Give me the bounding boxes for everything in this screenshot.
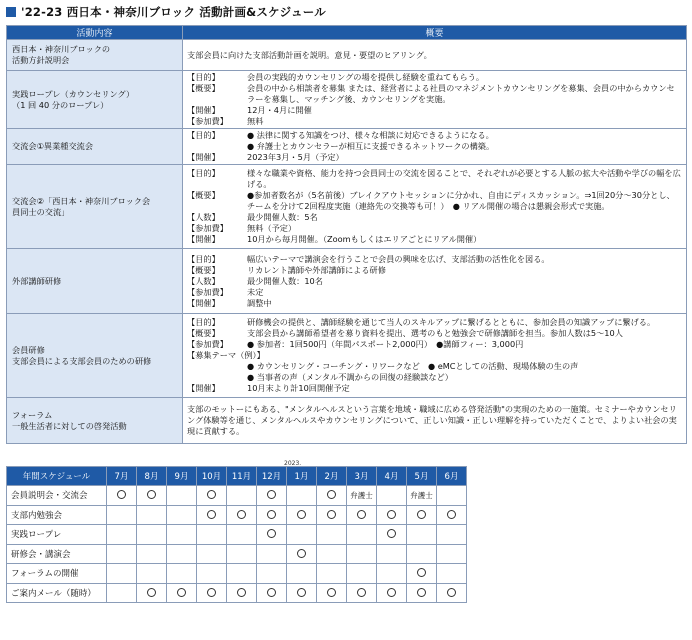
schedule-cell: [197, 505, 227, 525]
overview-key: 【概要】: [187, 328, 220, 338]
scheduled-circle-icon: [297, 549, 306, 558]
schedule-cell: [227, 544, 257, 564]
schedule-cell: [437, 505, 467, 525]
schedule-cell: [197, 486, 227, 506]
title-marker-icon: [6, 7, 16, 17]
schedule-row: [7, 486, 467, 506]
schedule-cell: [167, 564, 197, 584]
overview-value-line: ● 法律に関する知識をつけ、様々な相談に対応できるようになる。: [247, 130, 494, 140]
activity-label: 西日本・神奈川ブロックの: [12, 44, 111, 54]
schedule-cell-note: 弁護士: [350, 490, 373, 500]
activity-label: フォーラム: [12, 409, 53, 420]
schedule-cell: [377, 583, 407, 603]
plan-row: [7, 71, 687, 129]
activity-plan-table: [6, 25, 687, 444]
overview-value-line: 研修機会の提供と、講師経験を通じて当人のスキルアップに繋げるとともに、参加会員の知識アップに繋げる。: [247, 317, 656, 327]
year-label: 2023.: [284, 460, 302, 467]
overview-value: [247, 298, 682, 309]
overview-value-line: リカレント講師や外部講師による研修: [247, 264, 386, 275]
schedule-row-label: 実践ロープレ: [7, 525, 107, 545]
schedule-cell-note: 弁護士: [410, 490, 433, 500]
schedule-row: [7, 544, 467, 564]
month-header: 1月: [287, 467, 317, 486]
scheduled-circle-icon: [447, 510, 456, 519]
overview-value-line: 幅広いテーマで講演会を行うことで会員の興味を広げ、支部活動の活性化を図る。: [247, 253, 550, 264]
overview-value-line: 調整中: [247, 297, 272, 308]
schedule-cell: [107, 505, 137, 525]
scheduled-circle-icon: [387, 588, 396, 597]
overview-key: 【開催】: [187, 234, 220, 244]
page-title: '22-23 西日本・神奈川ブロック 活動計画&スケジュール: [21, 5, 326, 19]
schedule-cell: [227, 583, 257, 603]
month-header: 7月: [107, 467, 137, 486]
overview-value: [265, 350, 682, 361]
overview-value-line: 未定: [247, 286, 264, 297]
activity-label: 外部講師研修: [12, 275, 62, 286]
schedule-cell: [167, 486, 197, 506]
schedule-cell: [227, 525, 257, 545]
schedule-cell: [317, 583, 347, 603]
scheduled-circle-icon: [387, 510, 396, 519]
schedule-cell: [437, 486, 467, 506]
overview-key: 【目的】: [187, 130, 220, 140]
overview-value-line: 10月から毎月開催。（Zoomもしくはエリアごとにリアル開催）: [247, 234, 482, 244]
overview-text: 支部会員に向けた支部活動計画を説明。意見・要望のヒアリング。: [187, 49, 432, 60]
activity-label: 一般生活者に対しての啓発活動: [12, 420, 127, 431]
schedule-cell: [107, 544, 137, 564]
overview-value: [247, 83, 682, 105]
overview-item: [187, 152, 682, 163]
overview-item: [187, 287, 682, 298]
overview-value-line: 無料（予定）: [247, 223, 297, 233]
schedule-cell: [347, 505, 377, 525]
plan-row: [7, 398, 687, 444]
scheduled-circle-icon: [387, 529, 396, 538]
schedule-cell: [407, 564, 437, 584]
overview-item: [187, 361, 682, 383]
month-header: 3月: [347, 467, 377, 486]
activity-cell: [7, 165, 183, 249]
schedule-row-label: フォーラムの開催: [7, 564, 107, 584]
overview-item: [187, 83, 682, 105]
schedule-cell: [227, 505, 257, 525]
overview-value-line: 支部会員から講師希望者を募り資料を提出、選考のもと勉強会で研修講師を担当。参加人数は5～10人: [247, 328, 623, 338]
schedule-cell: [137, 544, 167, 564]
schedule-cell: [197, 564, 227, 584]
schedule-row-label: 会員説明会・交流会: [7, 486, 107, 506]
overview-value: [247, 190, 682, 212]
overview-value: [247, 168, 682, 190]
schedule-cell: [347, 525, 377, 545]
scheduled-circle-icon: [417, 588, 426, 597]
overview-key: 【目的】: [187, 317, 220, 327]
activity-cell: [7, 129, 183, 165]
overview-item: [187, 116, 682, 127]
schedule-cell: [167, 544, 197, 564]
schedule-row: [7, 564, 467, 584]
overview-cell: [183, 398, 687, 444]
plan-row: [7, 165, 687, 249]
overview-key: 【参加費】: [187, 116, 228, 126]
overview-key: 【概要】: [187, 264, 220, 275]
overview-cell: [183, 249, 687, 314]
schedule-cell: [347, 544, 377, 564]
overview-value-line: 最少開催人数：5名: [247, 212, 318, 222]
schedule-cell: [167, 583, 197, 603]
scheduled-circle-icon: [447, 588, 456, 597]
overview-item: [187, 339, 682, 350]
overview-value: [247, 328, 682, 339]
schedule-row: [7, 505, 467, 525]
schedule-cell: [377, 525, 407, 545]
activity-label: 交流会②「西日本・神奈川ブロック会: [12, 195, 151, 206]
schedule-cell: [407, 525, 437, 545]
scheduled-circle-icon: [237, 588, 246, 597]
schedule-cell: [407, 583, 437, 603]
month-header: 5月: [407, 467, 437, 486]
activity-cell: [7, 40, 183, 71]
schedule-cell: [137, 486, 167, 506]
overview-value-line: 会員の実践的カウンセリングの場を提供し経験を重ねてもらう。: [247, 72, 485, 82]
scheduled-circle-icon: [207, 510, 216, 519]
schedule-cell: [287, 564, 317, 584]
overview-text: 支部のモットーにもある、"メンタルヘルスという言葉を地域・職域に広める啓発活動"の実現のための一施策。セミナーやカウンセリング体験等を通じ、メンタルヘルスやカウンセリングについて、正しい知識・正しい理解を持っていただくことで、よりよい社会の実現に貢献する。: [187, 404, 677, 436]
scheduled-circle-icon: [297, 588, 306, 597]
schedule-cell: [257, 564, 287, 584]
activity-cell: [7, 249, 183, 314]
scheduled-circle-icon: [327, 490, 336, 499]
schedule-cell: [137, 525, 167, 545]
overview-key: 【概要】: [187, 190, 220, 200]
activity-label: 支部会員による支部会員のための研修: [12, 355, 152, 366]
month-header: 9月: [167, 467, 197, 486]
overview-value-line: ● 参加者：1回500円（年間パスポート2,000円） ●講師フィー：3,000円: [247, 339, 524, 349]
activity-label: 交流会①異業種交流会: [12, 141, 94, 151]
overview-value: [247, 130, 682, 152]
month-header: 12月: [257, 467, 287, 486]
overview-value: [247, 223, 682, 234]
schedule-cell: [377, 505, 407, 525]
schedule-cell: [377, 544, 407, 564]
overview-item: [187, 328, 682, 339]
overview-value: [247, 383, 682, 394]
schedule-cell: [197, 525, 227, 545]
scheduled-circle-icon: [117, 490, 126, 499]
activity-label: （1 回 40 分のロープレ）: [12, 99, 109, 110]
overview-item: [187, 72, 682, 83]
activity-label: 実践ロープレ（カウンセリング）: [12, 88, 135, 99]
overview-cell: [183, 165, 687, 249]
overview-value: [247, 212, 682, 223]
overview-value: [247, 105, 682, 116]
schedule-cell: [167, 525, 197, 545]
scheduled-circle-icon: [267, 588, 276, 597]
schedule-cell: [317, 525, 347, 545]
overview-key: 【開催】: [187, 105, 220, 115]
schedule-cell: [317, 544, 347, 564]
schedule-cell: [407, 505, 437, 525]
schedule-cell: [107, 583, 137, 603]
schedule-cell: [377, 564, 407, 584]
schedule-row-label: ご案内メール（随時）: [7, 583, 107, 603]
scheduled-circle-icon: [417, 568, 426, 577]
overview-value: [247, 234, 682, 245]
schedule-cell: [107, 486, 137, 506]
title-bar: [6, 4, 326, 20]
schedule-row: [7, 583, 467, 603]
overview-item: [187, 383, 682, 394]
schedule-cell: [287, 505, 317, 525]
overview-value-line: 10月末より計10回開催予定: [247, 383, 350, 393]
overview-column-header: 概要: [183, 26, 687, 40]
schedule-cell: [107, 564, 137, 584]
overview-value: [247, 152, 682, 163]
schedule-cell: [347, 583, 377, 603]
schedule-cell: [317, 564, 347, 584]
overview-cell: [183, 40, 687, 71]
schedule-row: [7, 525, 467, 545]
overview-value: [247, 254, 682, 265]
overview-value-line: 無料: [247, 116, 264, 126]
schedule-cell: [137, 583, 167, 603]
schedule-cell: [257, 544, 287, 564]
overview-item: [187, 317, 682, 328]
overview-value: [247, 361, 682, 383]
schedule-cell: [287, 486, 317, 506]
overview-item: [187, 234, 682, 245]
activity-label: 員同士の交流」: [12, 206, 70, 217]
schedule-cell: [257, 505, 287, 525]
overview-key: 【目的】: [187, 168, 220, 178]
overview-value-line: 会員の中から相談者を募集 または、経営者による社員のマネジメントカウンセリングを募集、会員の中からカウンセラーを募集し、マッチング後、カウンセリングを実施。: [247, 83, 675, 104]
overview-value-line: 2023年3月・5月（予定）: [247, 152, 344, 162]
scheduled-circle-icon: [297, 510, 306, 519]
overview-value: [247, 116, 682, 127]
scheduled-circle-icon: [207, 490, 216, 499]
overview-item: [187, 105, 682, 116]
overview-item: [187, 168, 682, 190]
scheduled-circle-icon: [237, 510, 246, 519]
overview-item: [187, 276, 682, 287]
overview-key: 【参加費】: [187, 286, 228, 297]
schedule-cell: [197, 583, 227, 603]
overview-value: [247, 317, 682, 328]
scheduled-circle-icon: [177, 588, 186, 597]
scheduled-circle-icon: [267, 529, 276, 538]
scheduled-circle-icon: [357, 510, 366, 519]
schedule-cell: [257, 486, 287, 506]
overview-key: 【開催】: [187, 297, 220, 308]
overview-key: [187, 361, 247, 383]
overview-item: [187, 298, 682, 309]
overview-item: [187, 130, 682, 152]
overview-value-line: 最少開催人数：10名: [247, 275, 323, 286]
overview-key: 【概要】: [187, 83, 220, 93]
schedule-cell: [437, 583, 467, 603]
scheduled-circle-icon: [327, 510, 336, 519]
overview-cell: [183, 129, 687, 165]
overview-key: 【開催】: [187, 152, 220, 162]
overview-item: [187, 254, 682, 265]
overview-value: [247, 339, 682, 350]
scheduled-circle-icon: [267, 490, 276, 499]
overview-value: [247, 265, 682, 276]
plan-row: [7, 314, 687, 398]
overview-key: 【募集テーマ（例）】: [187, 350, 265, 360]
overview-key: 【目的】: [187, 253, 220, 264]
schedule-cell: [107, 525, 137, 545]
overview-value-line: ● 当事者の声（メンタル不調からの回復の経験談など）: [247, 372, 453, 382]
overview-value: [247, 276, 682, 287]
overview-value-line: ●参加者数名が（5名前後）ブレイクアウトセッションに分かれ、自由にディスカッション。⇒1回20分～30分とし、チームを分けて2回程度実施（連絡先の交換等も可！） ● リアル開催の場合は懇親会形式で実施。: [247, 190, 675, 211]
schedule-cell: [287, 583, 317, 603]
overview-cell: [183, 71, 687, 129]
schedule-cell: [317, 486, 347, 506]
overview-value: [247, 287, 682, 298]
schedule-cell: [227, 486, 257, 506]
schedule-cell: [137, 564, 167, 584]
schedule-cell: [137, 505, 167, 525]
activity-column-header: 活動内容: [7, 26, 183, 40]
scheduled-circle-icon: [207, 588, 216, 597]
overview-value-line: ● 弁護士とカウンセラーが相互に支援できるネットワークの構築。: [247, 141, 495, 151]
schedule-row-label: 支部内勉強会: [7, 505, 107, 525]
schedule-cell: [437, 544, 467, 564]
schedule-cell: [347, 486, 377, 506]
plan-row: [7, 249, 687, 314]
plan-row: [7, 129, 687, 165]
month-header: 10月: [197, 467, 227, 486]
activity-cell: [7, 71, 183, 129]
overview-value: [247, 72, 682, 83]
overview-key: 【目的】: [187, 72, 220, 82]
overview-value-line: 様々な職業や資格、能力を持つ会員同士の交流を図ることで、それぞれが必要とする人脈の拡大や活動や学びの幅を広げる。: [247, 168, 681, 189]
scheduled-circle-icon: [147, 490, 156, 499]
overview-key: 【参加費】: [187, 339, 228, 349]
schedule-cell: [317, 505, 347, 525]
overview-value-line: ● カウンセリング・コーチング・リワークなど ● eMCとしての活動、現場体験の生の声: [247, 361, 579, 371]
overview-item: [187, 190, 682, 212]
overview-item: [187, 212, 682, 223]
month-header: 2月: [317, 467, 347, 486]
activity-label: 活動方針説明会: [12, 55, 70, 65]
activity-cell: [7, 314, 183, 398]
schedule-cell: [227, 564, 257, 584]
schedule-cell: [287, 525, 317, 545]
schedule-cell: [377, 486, 407, 506]
schedule-cell: [197, 544, 227, 564]
schedule-cell: [287, 544, 317, 564]
overview-item: [187, 265, 682, 276]
scheduled-circle-icon: [327, 588, 336, 597]
activity-label: 会員研修: [12, 344, 45, 355]
month-header: 6月: [437, 467, 467, 486]
overview-key: 【人数】: [187, 275, 220, 286]
scheduled-circle-icon: [417, 510, 426, 519]
overview-item: [187, 223, 682, 234]
schedule-cell: [347, 564, 377, 584]
scheduled-circle-icon: [267, 510, 276, 519]
schedule-cell: [437, 525, 467, 545]
schedule-header-label: 年間スケジュール: [7, 467, 107, 486]
activity-cell: [7, 398, 183, 444]
month-header: 8月: [137, 467, 167, 486]
schedule-row-label: 研修会・講演会: [7, 544, 107, 564]
overview-value-line: 12月・4月に開催: [247, 105, 312, 115]
schedule-cell: [437, 564, 467, 584]
annual-schedule-table: [6, 466, 467, 603]
schedule-cell: [407, 486, 437, 506]
overview-cell: [183, 314, 687, 398]
month-header: 11月: [227, 467, 257, 486]
scheduled-circle-icon: [357, 588, 366, 597]
schedule-cell: [407, 544, 437, 564]
overview-key: 【開催】: [187, 383, 220, 393]
schedule-cell: [257, 525, 287, 545]
overview-item: [187, 350, 682, 361]
schedule-cell: [167, 505, 197, 525]
overview-key: 【人数】: [187, 212, 220, 222]
plan-row: [7, 40, 687, 71]
month-header: 4月: [377, 467, 407, 486]
overview-key: 【参加費】: [187, 223, 228, 233]
scheduled-circle-icon: [147, 588, 156, 597]
schedule-cell: [257, 583, 287, 603]
